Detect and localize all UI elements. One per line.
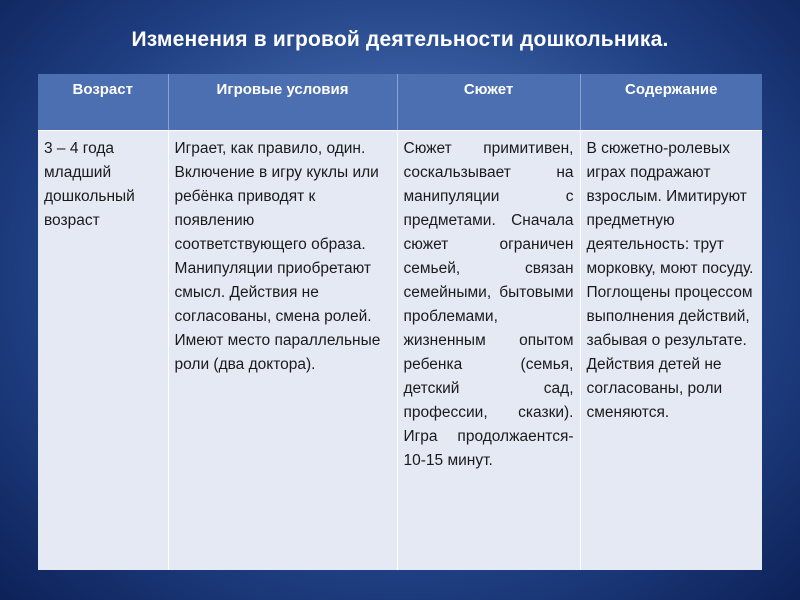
slide-title: Изменения в игровой деятельности дошкольника.: [131, 28, 669, 51]
cell-plot: Сюжет примитивен, соскальзывает на манипуляции с предметами. Сначала сюжет ограничен семьей, связан семейными, бытовыми проблемами, жизненным опытом ребенка (семья, детский сад, профессии, сказки). Игра продолжаентся- 10-15 минут.: [397, 130, 580, 570]
cell-content: В сюжетно-ролевых играх подражают взрослым. Имитируют предметную деятельность: трут морковку, моют посуду. Поглощены процессом выполнения действий, забывая о результате. Действия детей не согласованы, роли сменяются.: [580, 130, 762, 570]
header-content: Содержание: [580, 74, 762, 130]
table-header-row: [38, 74, 762, 130]
cell-game-conditions: Играет, как правило, один. Включение в игру куклы или ребёнка приводят к появлению соответствующего образа. Манипуляции приобретают смысл. Действия не согласованы, смена ролей. Имеют место параллельные роли (два доктора).: [168, 130, 397, 570]
age-changes-table: [38, 74, 762, 570]
table-row: [38, 130, 762, 570]
header-plot: Сюжет: [397, 74, 580, 130]
header-age: Возраст: [38, 74, 168, 130]
cell-age: 3 – 4 года младший дошкольный возраст: [38, 130, 168, 570]
header-game-conditions: Игровые условия: [168, 74, 397, 130]
